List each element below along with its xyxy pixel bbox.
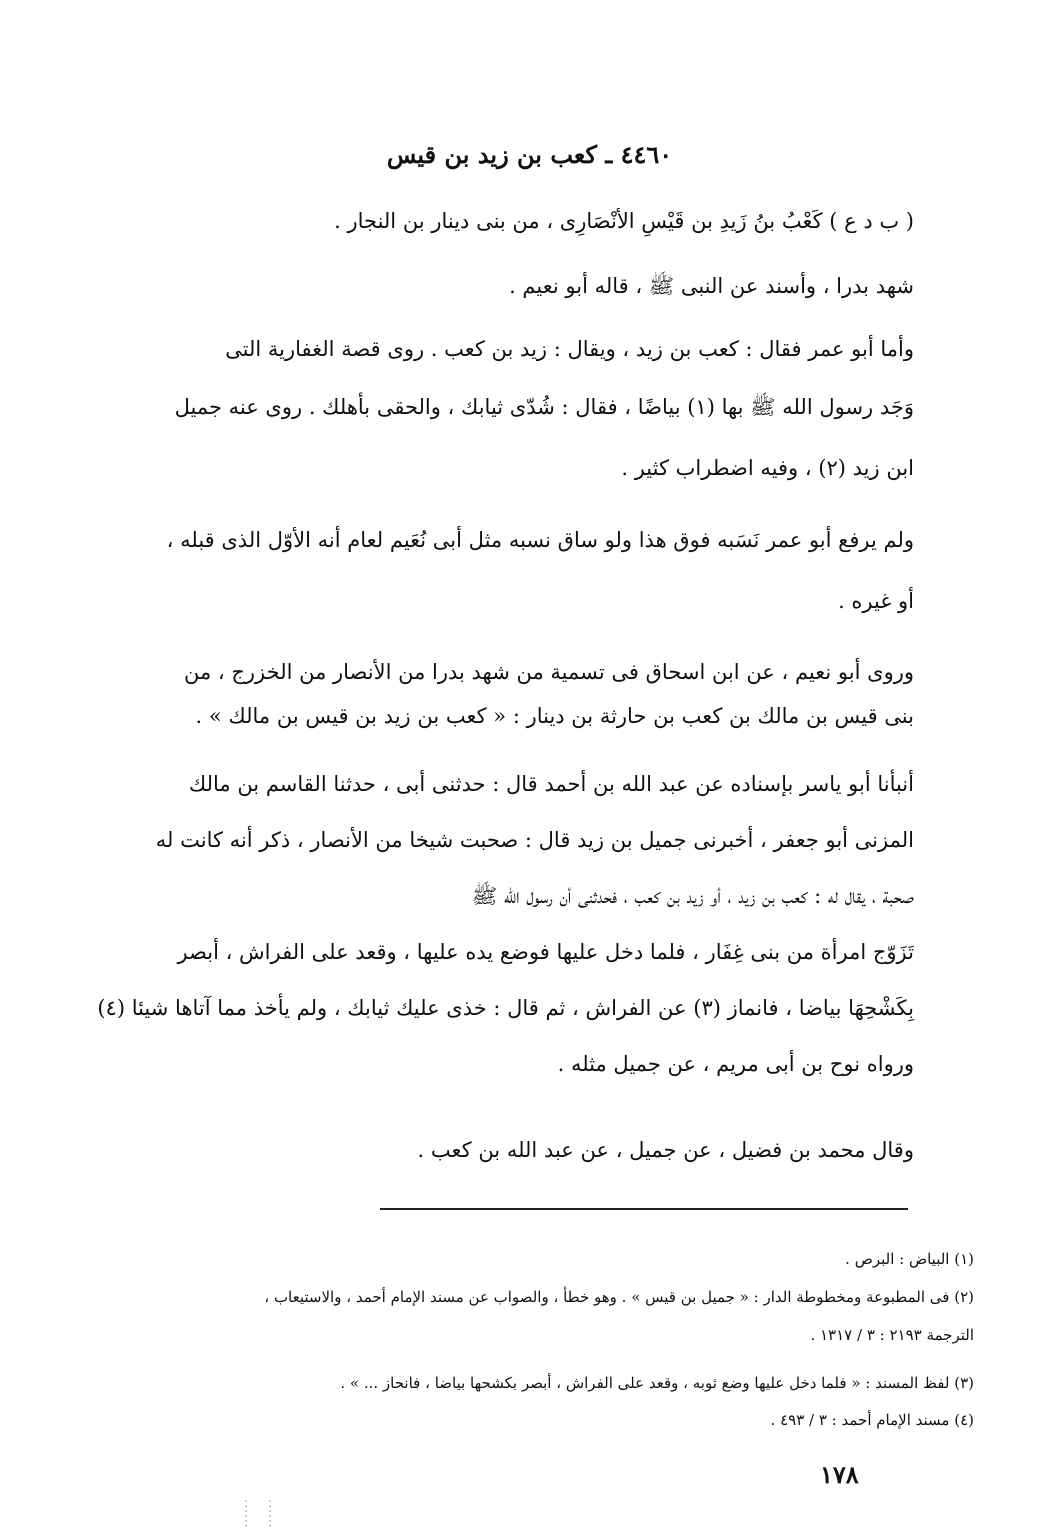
- text-line-14: بِكَشْحِهَا بياضا ، فانماز (٣) عن الفراش ، ثم قال : خذى عليك ثيابك ، ولم يأخذ مما آتاها شيئا (٤): [97, 996, 914, 1020]
- footnote-2-continued: الترجمة ٢١٩٣ : ٣ / ١٣١٧ .: [810, 1326, 974, 1344]
- text-line-5: ابن زيد (٢) ، وفيه اضطراب كثير .: [621, 456, 914, 480]
- footnote-4: (٤) مسند الإمام أحمد : ٣ / ٤٩٣ .: [770, 1411, 974, 1429]
- footnote-1: (١) البياض : البرص .: [845, 1250, 974, 1268]
- text-line-13: تَزَوّج امرأة من بنى غِفَار ، فلما دخل عليها فوضع يده عليها ، وقعد على الفراش ، أبصر: [177, 940, 914, 964]
- footnote-2: (٢) فى المطبوعة ومخطوطة الدار : « جميل بن قيس » . وهو خطأ ، والصواب عن مسند الإمام أحمد ، والاستيعاب ،: [264, 1288, 974, 1306]
- text-line-8: وروى أبو نعيم ، عن ابن اسحاق فى تسمية من شهد بدرا من الأنصار من الخزرج ، من: [184, 660, 914, 684]
- text-line-6: ولم يرفع أبو عمر نَسَبه فوق هذا ولو ساق نسبه مثل أبى نُعَيم لعام أنه الأوّل الذى قبله ،: [166, 528, 914, 552]
- text-line-1: ( ب د ع ) كَعْبُ بنُ زَيدِ بن قَيْسٍ الأنْصَارِى ، من بنى دينار بن النجار .: [334, 209, 914, 233]
- text-line-9: بنى قيس بن مالك بن كعب بن حارثة بن دينار : « كعب بن زيد بن قيس بن مالك » .: [195, 704, 914, 728]
- text-line-10: أنبأنا أبو ياسر بإسناده عن عبد الله بن أحمد قال : حدثنى أبى ، حدثنا القاسم بن مالك: [188, 772, 914, 796]
- text-line-12: صحبة ، يقال له : كعب بن زيد ، أو زيد بن كعب ، فحدثنى أن رسول الله ﷺ: [471, 884, 914, 908]
- text-line-3: وأما أبو عمر فقال : كعب بن زيد ، ويقال : زيد بن كعب . روى قصة الغفارية التى: [225, 337, 914, 361]
- text-line-7: أو غيره .: [838, 589, 914, 613]
- text-line-2: شهد بدرا ، وأسند عن النبى ﷺ ، قاله أبو نعيم .: [509, 274, 914, 298]
- footnote-3: (٣) لفظ المسند : « فلما دخل عليها وضع ثوبه ، وقعد على الفراش ، أبصر بكشحها بياضا ، فانحاز ... » .: [340, 1374, 974, 1392]
- text-line-11: المزنى أبو جعفر ، أخبرنى جميل بن زيد قال : صحبت شيخا من الأنصار ، ذكر أنه كانت له: [155, 828, 914, 852]
- text-line-15: ورواه نوح بن أبى مريم ، عن جميل مثله .: [557, 1052, 914, 1076]
- text-line-16: وقال محمد بن فضيل ، عن جميل ، عن عبد الله بن كعب .: [417, 1138, 914, 1162]
- entry-heading: ٤٤٦٠ ـ كعب بن زيد بن قيس: [386, 140, 673, 169]
- footnote-divider: [380, 1208, 908, 1210]
- text-line-4: وَجَد رسول الله ﷺ بها (١) بياضًا ، فقال : شُدّى ثيابك ، والحقى بأهلك . روى عنه جميل: [174, 395, 914, 419]
- page-number: ١٧٨: [820, 1460, 859, 1489]
